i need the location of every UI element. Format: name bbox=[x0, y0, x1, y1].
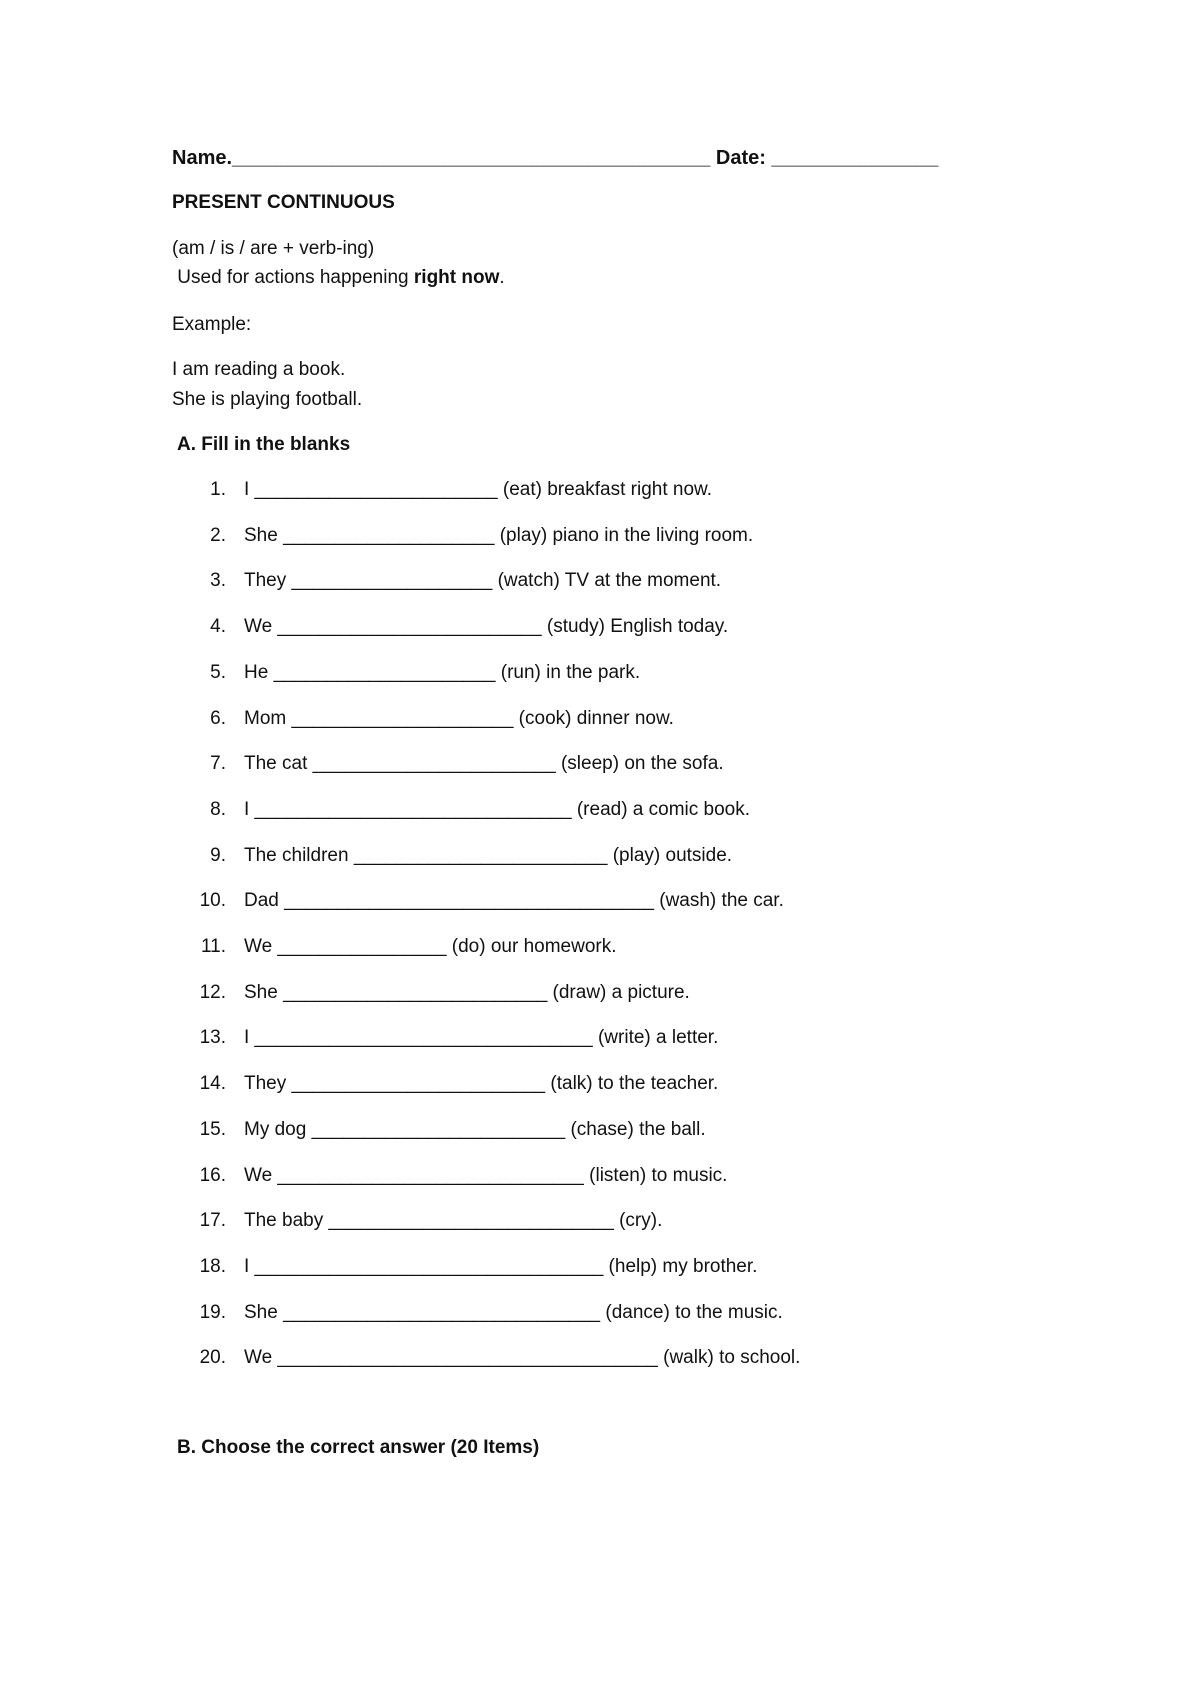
item-sentence: They ___________________ (watch) TV at the moment. bbox=[244, 570, 722, 591]
usage-prefix: Used for actions happening bbox=[172, 267, 414, 288]
item-number: 5. bbox=[210, 662, 226, 683]
item-number: 9. bbox=[210, 845, 226, 866]
item-sentence: He _____________________ (run) in the park. bbox=[244, 662, 641, 683]
item-number: 15. bbox=[199, 1119, 226, 1140]
item-number: 10. bbox=[199, 890, 226, 911]
item-sentence: We ____________________________________ (walk) to school. bbox=[244, 1347, 801, 1368]
item-sentence: We _________________________ (study) English today. bbox=[244, 616, 729, 637]
item-sentence: The cat _______________________ (sleep) on the sofa. bbox=[244, 753, 724, 774]
item-number: 6. bbox=[210, 708, 226, 729]
example-sentence: She is playing football. bbox=[172, 389, 363, 410]
item-sentence: She ____________________ (play) piano in the living room. bbox=[244, 525, 754, 546]
section-b-title: B. Choose the correct answer (20 Items) bbox=[177, 1437, 540, 1458]
date-blank: _______________ bbox=[771, 147, 939, 169]
example-sentence: I am reading a book. bbox=[172, 359, 346, 380]
item-number: 7. bbox=[210, 753, 226, 774]
name-date-line bbox=[172, 146, 938, 170]
item-number: 19. bbox=[199, 1302, 226, 1323]
name-label: Name. bbox=[172, 147, 233, 169]
item-number: 14. bbox=[199, 1073, 226, 1094]
item-sentence: The children ________________________ (play) outside. bbox=[244, 845, 733, 866]
item-number: 13. bbox=[199, 1027, 226, 1048]
item-sentence: Dad ___________________________________ (wash) the car. bbox=[244, 890, 784, 911]
item-sentence: I _________________________________ (help) my brother. bbox=[244, 1256, 758, 1277]
item-sentence: I ______________________________ (read) a comic book. bbox=[244, 799, 751, 820]
item-number: 11. bbox=[200, 936, 226, 957]
item-sentence: I _______________________ (eat) breakfast right now. bbox=[244, 479, 712, 500]
item-number: 3. bbox=[210, 570, 226, 591]
grammar-formula: (am / is / are + verb-ing) bbox=[172, 238, 375, 259]
usage-suffix: . bbox=[499, 267, 505, 288]
item-number: 20. bbox=[199, 1347, 226, 1368]
item-number: 2. bbox=[210, 525, 226, 546]
item-sentence: Mom _____________________ (cook) dinner now. bbox=[244, 708, 674, 729]
item-sentence: They ________________________ (talk) to the teacher. bbox=[244, 1073, 719, 1094]
usage-emphasis: right now bbox=[413, 267, 500, 288]
item-sentence: We _____________________________ (listen) to music. bbox=[244, 1165, 728, 1186]
item-number: 16. bbox=[199, 1165, 226, 1186]
item-sentence: We ________________ (do) our homework. bbox=[244, 936, 617, 957]
item-number: 1. bbox=[210, 479, 226, 500]
example-label: Example: bbox=[172, 314, 252, 335]
item-number: 12. bbox=[199, 982, 226, 1003]
item-sentence: The baby ___________________________ (cry). bbox=[244, 1210, 663, 1231]
name-blank: ___________________________________________ bbox=[232, 147, 711, 169]
usage-note bbox=[172, 266, 505, 290]
item-sentence: My dog ________________________ (chase) the ball. bbox=[244, 1119, 706, 1140]
date-label: Date: bbox=[715, 147, 766, 169]
item-number: 17. bbox=[199, 1210, 226, 1231]
item-sentence: I ________________________________ (write) a letter. bbox=[244, 1027, 719, 1048]
item-sentence: She _________________________ (draw) a picture. bbox=[244, 982, 690, 1003]
page-title: PRESENT CONTINUOUS bbox=[172, 192, 395, 213]
item-number: 18. bbox=[199, 1256, 226, 1277]
section-a-title: A. Fill in the blanks bbox=[177, 434, 351, 455]
item-number: 8. bbox=[210, 799, 226, 820]
item-sentence: She ______________________________ (dance) to the music. bbox=[244, 1302, 783, 1323]
item-number: 4. bbox=[210, 616, 226, 637]
